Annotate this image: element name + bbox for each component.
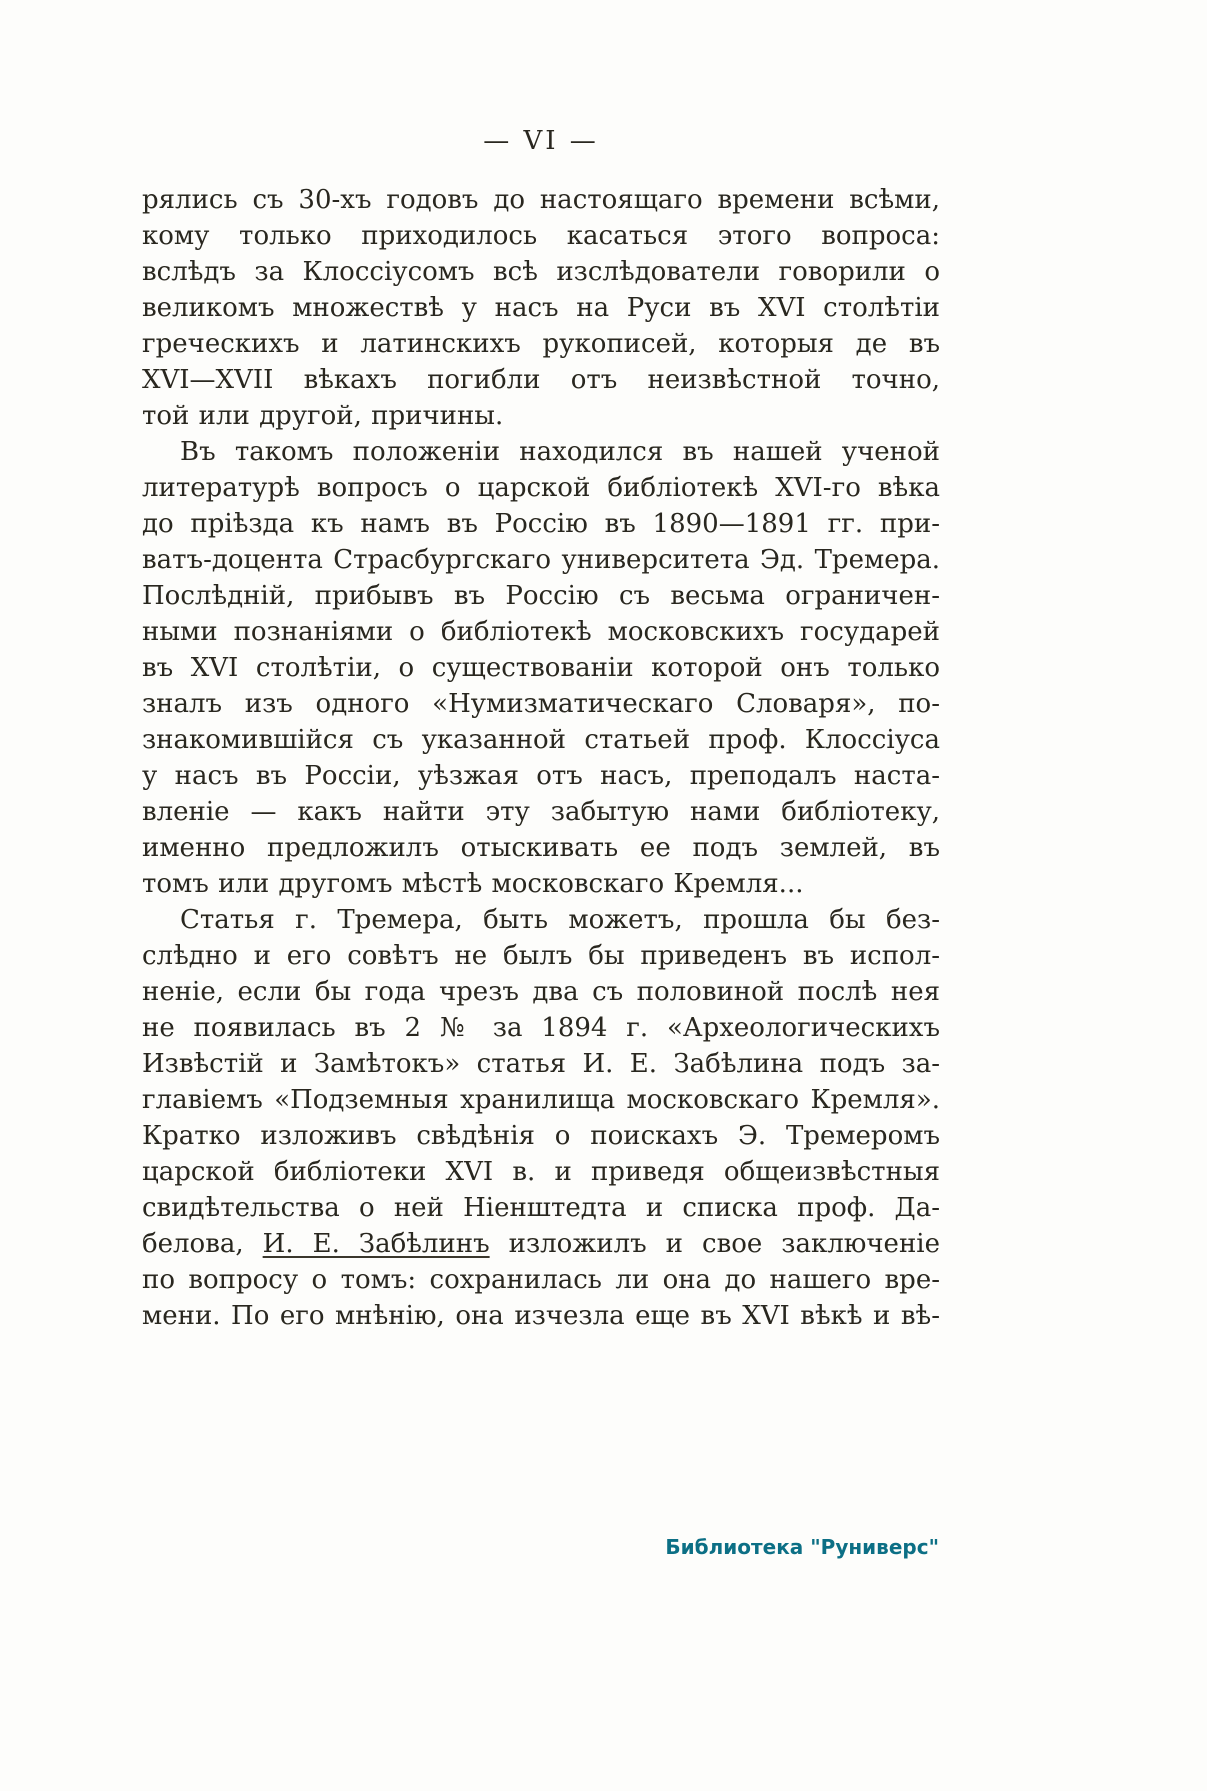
text-segment: Статья г. Тремера, быть можетъ, прошла бы без- [180,905,940,935]
text-line [142,218,940,254]
underlined-author-name: И. Е. Забѣлинъ [262,1229,490,1259]
text-line [142,866,940,902]
text-segment: греческихъ и латинскихъ рукописей, которыя де въ [142,329,940,359]
text-segment: Кратко изложивъ свѣдѣнія о поискахъ Э. Тремеромъ [142,1121,940,1151]
text-segment: зналъ изъ одного «Нумизматическаго Словаря», по- [142,689,940,719]
text-line [142,614,940,650]
text-line [142,398,940,434]
text-segment: великомъ множествѣ у насъ на Руси въ XVI столѣтіи [142,293,940,323]
text-segment: литературѣ вопросъ о царской библіотекѣ XVI-го вѣка [142,473,940,503]
text-line [142,974,940,1010]
text-segment: не появилась въ 2 № за 1894 г. «Археологическихъ [142,1013,940,1043]
text-segment: томъ или другомъ мѣстѣ московскаго Кремля... [142,869,804,899]
text-line [142,1046,940,1082]
text-line [142,722,940,758]
text-line [142,1118,940,1154]
text-line [142,506,940,542]
text-line [142,1298,940,1334]
page-number: — VI — [483,126,599,156]
text-segment: мени. По его мнѣнію, она изчезла еще въ XVI вѣкѣ и вѣ- [142,1301,940,1331]
text-segment: той или другой, причины. [142,401,504,431]
text-line [142,794,940,830]
text-line [142,1154,940,1190]
text-segment: царской библіотеки XVI в. и приведя общеизвѣстныя [142,1157,940,1187]
text-segment: кому только приходилось касаться этого вопроса: [142,221,940,251]
text-segment: главіемъ «Подземныя хранилища московскаго Кремля». [142,1085,940,1115]
text-segment: до пріѣзда къ намъ въ Россію въ 1890—1891 гг. при- [142,509,940,539]
text-segment: Въ такомъ положеніи находился въ нашей ученой [180,437,940,467]
text-segment: ными познаніями о библіотекѣ московскихъ государей [142,617,940,647]
paragraph [142,434,940,902]
text-segment: Послѣдній, прибывъ въ Россію съ весьма ограничен- [142,581,940,611]
text-segment: Извѣстій и Замѣтокъ» статья И. Е. Забѣлина подъ за- [142,1049,940,1079]
text-line [142,290,940,326]
text-segment: знакомившійся съ указанной статьей проф. Клоссіуса [142,725,940,755]
text-segment: рялись съ 30-хъ годовъ до настоящаго времени всѣми, [142,185,940,215]
text-segment: свидѣтельства о ней Ніенштедта и списка проф. Да- [142,1193,940,1223]
text-line [142,542,940,578]
text-segment: слѣдно и его совѣтъ не былъ бы приведенъ въ испол- [142,941,940,971]
text-line [142,578,940,614]
text-segment: именно предложилъ отыскивать ее подъ землей, въ [142,833,940,863]
text-line [142,830,940,866]
text-line [142,1262,940,1298]
text-segment: у насъ въ Россіи, уѣзжая отъ насъ, преподалъ наста- [142,761,940,791]
paragraph [142,182,940,434]
paragraph [142,902,940,1334]
text-line [142,1082,940,1118]
text-line [142,254,940,290]
text-segment: вслѣдъ за Клоссіусомъ всѣ изслѣдователи говорили о [142,257,940,287]
text-segment: XVI—XVII вѣкахъ погибли отъ неизвѣстной точно, [142,365,940,395]
text-line [142,758,940,794]
text-segment: неніе, если бы года чрезъ два съ половиной послѣ нея [142,977,940,1007]
text-line [142,362,940,398]
text-line [142,434,940,470]
text-segment: изложилъ и свое заключеніе [489,1229,940,1259]
text-line [142,938,940,974]
text-segment: по вопросу о томъ: сохранилась ли она до нашего вре- [142,1265,940,1295]
text-line [142,1190,940,1226]
text-line [142,902,940,938]
text-segment: белова, [142,1229,263,1259]
text-line [142,326,940,362]
text-line [142,686,940,722]
text-segment: вленіе — какъ найти эту забытую нами библіотеку, [142,797,940,827]
text-segment: въ XVI столѣтіи, о существованіи которой онъ только [142,653,940,683]
text-block [142,182,940,1334]
text-line [142,1010,940,1046]
library-watermark: Библиотека "Руниверс" [665,1535,939,1559]
text-segment: ватъ-доцента Страсбургскаго университета Эд. Тремера. [142,545,940,575]
text-line [142,1226,940,1262]
text-line [142,182,940,218]
text-line [142,650,940,686]
text-line [142,470,940,506]
